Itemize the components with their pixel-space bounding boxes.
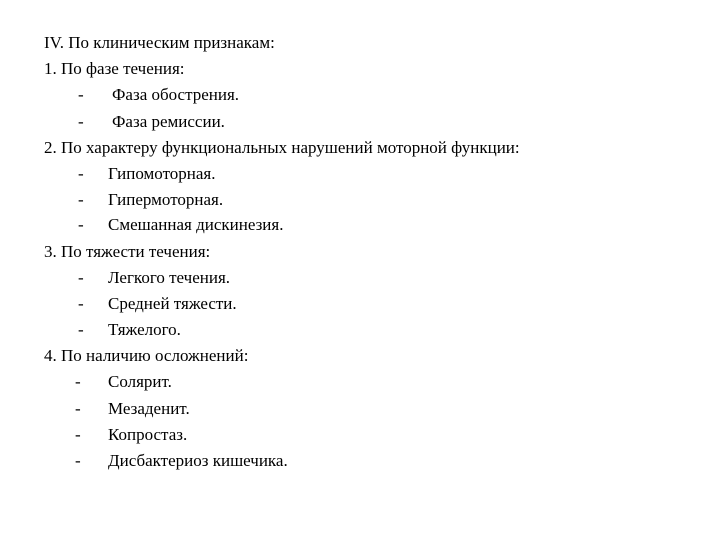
slide-title: IV. По клиническим признакам:	[44, 33, 275, 52]
list-item: Средней тяжести.	[108, 294, 237, 313]
bullet-dash: -	[78, 215, 84, 234]
bullet-dash: -	[75, 372, 81, 391]
list-item: Солярит.	[108, 372, 172, 391]
section-heading-severity: 3. По тяжести течения:	[44, 242, 211, 261]
section-heading-phase: 1. По фазе течения:	[44, 59, 185, 78]
list-item: Фаза ремиссии.	[112, 112, 225, 131]
bullet-dash: -	[78, 164, 84, 183]
list-item: Гипермоторная.	[108, 190, 224, 209]
list-item: Фаза обострения.	[112, 85, 240, 104]
bullet-dash: -	[78, 112, 84, 131]
list-item: Тяжелого.	[108, 320, 181, 339]
bullet-dash: -	[75, 451, 81, 470]
bullet-dash: -	[78, 294, 84, 313]
bullet-dash: -	[75, 425, 81, 444]
list-item: Копростаз.	[108, 425, 188, 444]
list-item: Мезаденит.	[108, 399, 190, 418]
bullet-dash: -	[78, 85, 84, 104]
section-heading-motor-function: 2. По характеру функциональных нарушений моторной функции:	[44, 138, 520, 157]
list-item: Дисбактериоз кишечика.	[108, 451, 288, 470]
list-item: Гипомоторная.	[108, 164, 216, 183]
list-item: Смешанная дискинезия.	[108, 215, 284, 234]
section-heading-complications: 4. По наличию осложнений:	[44, 346, 249, 365]
bullet-dash: -	[75, 399, 81, 418]
list-item: Легкого течения.	[108, 268, 231, 287]
bullet-dash: -	[78, 268, 84, 287]
bullet-dash: -	[78, 190, 84, 209]
bullet-dash: -	[78, 320, 84, 339]
